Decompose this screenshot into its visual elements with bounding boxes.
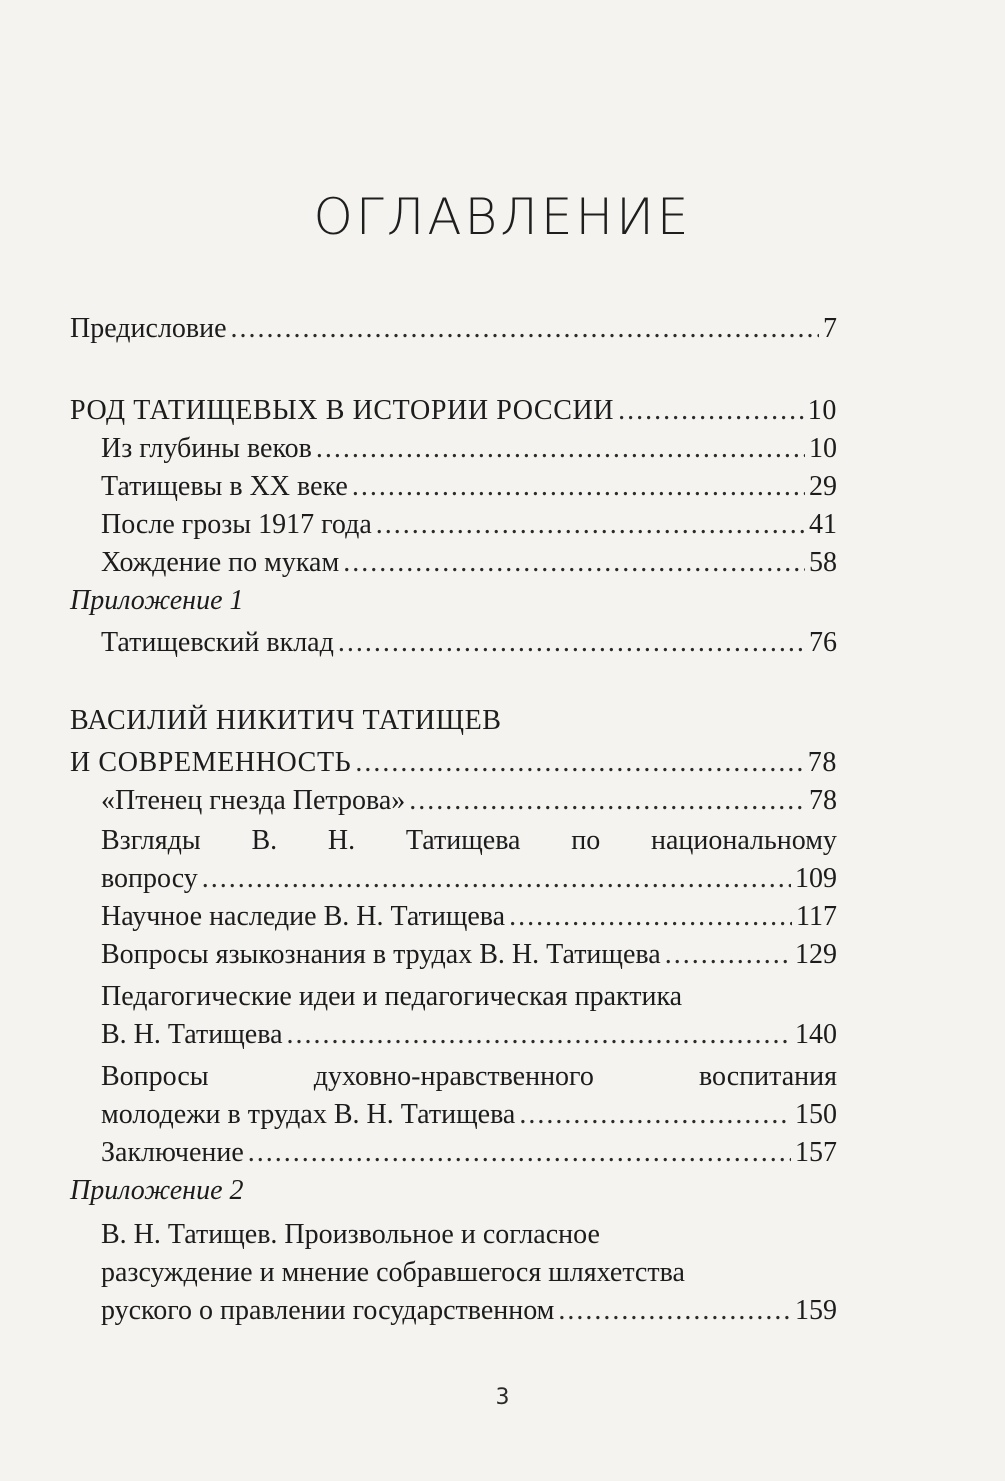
word: Татищева	[405, 825, 521, 856]
toc-entry-page: 109	[795, 863, 837, 894]
dot-leader	[409, 783, 805, 819]
toc-entry-page: 150	[795, 1099, 837, 1130]
toc-entry[interactable]	[101, 431, 837, 467]
dot-leader	[355, 745, 803, 781]
dot-leader	[343, 545, 805, 581]
toc-section-title-line[interactable]: ВАСИЛИЙ НИКИТИЧ ТАТИЩЕВ	[70, 705, 502, 736]
page-title: ОГЛАВЛЕНИЕ	[313, 188, 692, 246]
dot-leader	[558, 1293, 791, 1329]
dot-leader	[519, 1097, 791, 1133]
toc-entry[interactable]	[101, 1097, 837, 1133]
toc-entry-title: «Птенец гнезда Петрова»	[101, 785, 406, 816]
toc-entry-page: 29	[809, 471, 837, 502]
dot-leader	[376, 507, 805, 543]
toc-entry-title: В. Н. Татищева	[101, 1019, 283, 1050]
toc-section-vasily-tatishchev[interactable]	[70, 745, 837, 781]
toc-entry[interactable]	[101, 545, 837, 581]
word: воспитания	[699, 1061, 837, 1092]
dot-leader	[352, 469, 805, 505]
toc-entry-title-line[interactable]: Педагогические идеи и педагогическая практика	[101, 981, 683, 1012]
toc-entry[interactable]	[101, 469, 837, 505]
toc-entry[interactable]	[101, 1017, 837, 1053]
toc-entry-title: вопросу	[101, 863, 198, 894]
dot-leader	[202, 861, 791, 897]
word: Вопросы	[101, 1061, 209, 1092]
toc-entry-page: 157	[795, 1137, 837, 1168]
toc-entry-title: Вопросы языкознания в трудах В. Н. Татищева	[101, 939, 661, 970]
toc-entry-page: 78	[807, 747, 837, 778]
toc-entry-page: 78	[809, 785, 837, 816]
toc-entry-title: Хождение по мукам	[101, 547, 340, 578]
toc-entry-title: Предисловие	[70, 313, 227, 344]
dot-leader	[509, 899, 792, 935]
dot-leader	[665, 937, 791, 973]
toc-entry-title: РОД ТАТИЩЕВЫХ В ИСТОРИИ РОССИИ	[70, 395, 615, 426]
page-number: 3	[495, 1385, 510, 1410]
toc-entry-title: руского о правлении государственном	[101, 1295, 555, 1326]
toc-entry-title: Татищевы в XX веке	[101, 471, 348, 502]
toc-appendix-heading: Приложение 1	[70, 585, 244, 616]
toc-entry[interactable]	[101, 625, 837, 661]
toc-entry-page: 41	[809, 509, 837, 540]
word: национальному	[650, 825, 837, 856]
toc-entry-title: После грозы 1917 года	[101, 509, 372, 540]
toc-entry-page: 129	[795, 939, 837, 970]
toc-entry-title: Из глубины веков	[101, 433, 312, 464]
dot-leader	[338, 625, 805, 661]
toc-appendix-heading: Приложение 2	[70, 1175, 244, 1206]
dot-leader	[231, 311, 819, 347]
toc-entry-page: 159	[795, 1295, 837, 1326]
toc-entry-title: Научное наследие В. Н. Татищева	[101, 901, 506, 932]
toc-entry-page: 76	[809, 627, 837, 658]
toc-entry-title: И СОВРЕМЕННОСТЬ	[70, 747, 352, 778]
word: Взгляды	[101, 825, 201, 856]
dot-leader	[287, 1017, 792, 1053]
toc-section-tatishchev-family[interactable]	[70, 393, 837, 429]
toc-entry-page: 117	[796, 901, 837, 932]
toc-entry-page: 140	[795, 1019, 837, 1050]
toc-entry-title-line[interactable]	[101, 1059, 837, 1095]
toc-entry-page: 10	[809, 433, 837, 464]
toc-entry-page: 7	[823, 313, 837, 344]
toc-entry[interactable]	[101, 861, 837, 897]
toc-entry-preface[interactable]	[70, 311, 837, 347]
toc-entry[interactable]	[101, 899, 837, 935]
word: Н.	[327, 825, 356, 856]
dot-leader	[618, 393, 804, 429]
word: по	[571, 825, 601, 856]
toc-entry-title-line[interactable]: разсуждение и мнение собравшегося шляхетства	[101, 1257, 685, 1288]
toc-entry-title: Татищевский вклад	[101, 627, 334, 658]
toc-entry[interactable]	[101, 783, 837, 819]
word: В.	[251, 825, 278, 856]
toc-entry[interactable]	[101, 937, 837, 973]
toc-entry-title-line[interactable]: В. Н. Татищев. Произвольное и согласное	[101, 1219, 600, 1250]
toc-entry-title-line[interactable]	[101, 823, 837, 859]
toc-entry-title: Заключение	[101, 1137, 244, 1168]
toc-entry-title: молодежи в трудах В. Н. Татищева	[101, 1099, 516, 1130]
toc-entry-page: 58	[809, 547, 837, 578]
toc-entry[interactable]	[101, 1293, 837, 1329]
dot-leader	[316, 431, 805, 467]
toc-entry[interactable]	[101, 507, 837, 543]
word: духовно-нравственного	[313, 1061, 594, 1092]
dot-leader	[248, 1135, 791, 1171]
toc-entry-page: 10	[807, 395, 837, 426]
toc-entry[interactable]	[101, 1135, 837, 1171]
